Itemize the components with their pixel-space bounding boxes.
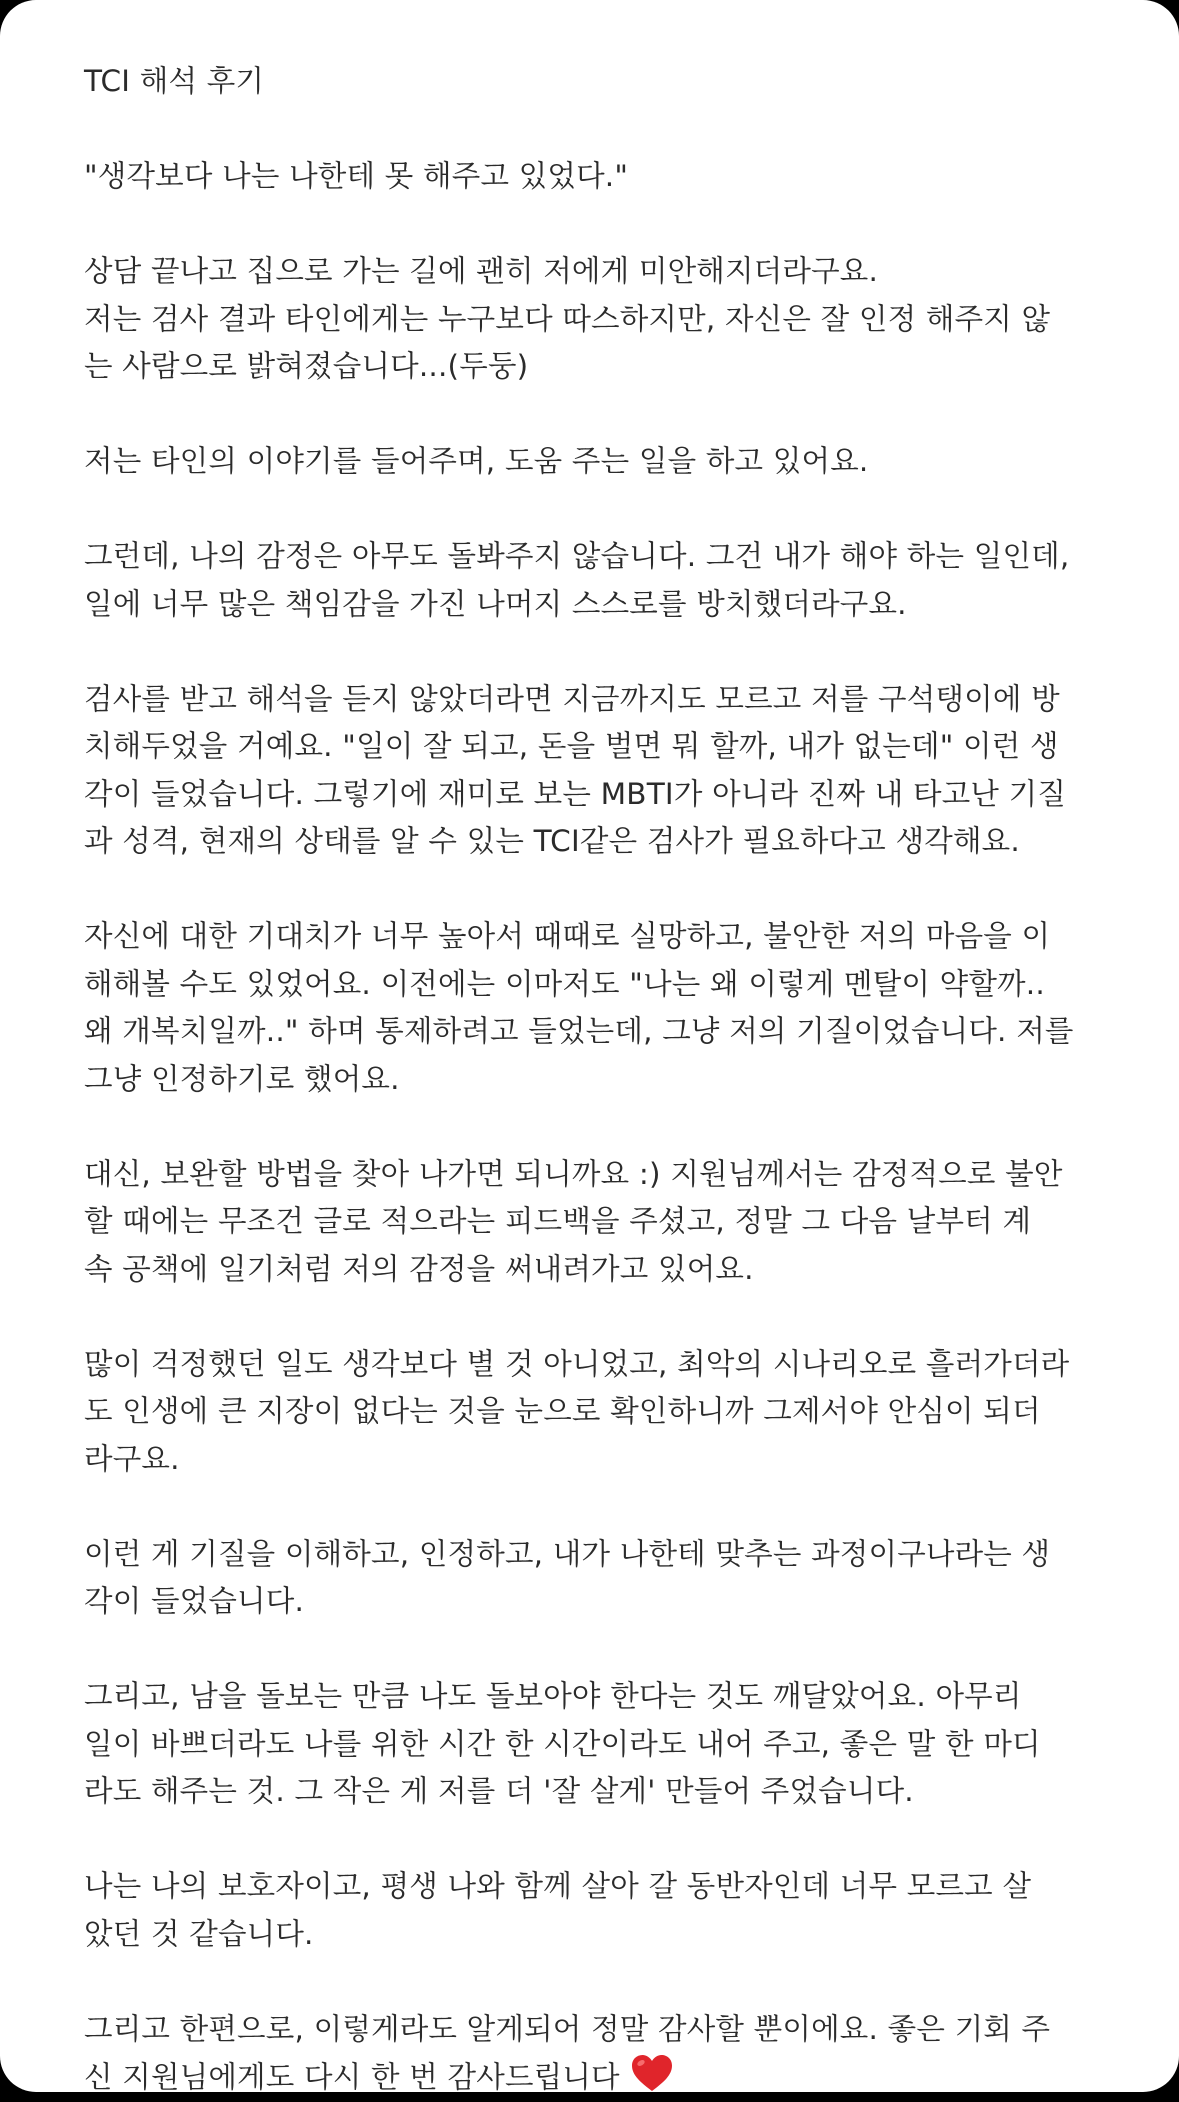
- paragraph: [84, 153, 1119, 201]
- text-line: 과 성격, 현재의 상태를 알 수 있는 TCI같은 검사가 필요하다고 생각해요.: [84, 824, 1020, 858]
- text-line: 일이 바쁘더라도 나를 위한 시간 한 시간이라도 내어 주고, 좋은 말 한 마디: [84, 1726, 1041, 1761]
- title-line: TCI 해석 후기: [84, 64, 265, 98]
- text-line: 자신에 대한 기대치가 너무 높아서 때때로 실망하고, 불안한 저의 마음을 이: [84, 919, 1051, 953]
- paragraph: [84, 913, 1119, 1103]
- text-line: "생각보다 나는 나한테 못 해주고 있었다.": [84, 159, 629, 193]
- text-line: 나는 나의 보호자이고, 평생 나와 함께 살아 갈 동반자인데 너무 모르고 살: [84, 1869, 1032, 1903]
- paragraph: [84, 1531, 1119, 1626]
- text-line: 치해두었을 거예요. "일이 잘 되고, 돈을 벌면 뭐 할까, 내가 없는데" 이런 생: [84, 729, 1059, 763]
- paragraph: [84, 2006, 1119, 2102]
- paragraph-list: [84, 153, 1119, 2102]
- text-line: 는 사람으로 밝혀졌습니다...(두둥): [84, 349, 529, 383]
- text-line: 그리고, 남을 돌보는 만큼 나도 돌보아야 한다는 것도 깨달았어요. 아무리: [84, 1679, 1022, 1713]
- text-line: 대신, 보완할 방법을 찾아 나가면 되니까요 :) 지원님께서는 감정적으로 불안: [84, 1156, 1063, 1191]
- text-line: 라도 해주는 것. 그 작은 게 저를 더 '잘 살게' 만들어 주었습니다.: [84, 1774, 914, 1808]
- text-line: 그리고 한편으로, 이렇게라도 알게되어 정말 감사할 뿐이에요. 좋은 기회 주: [84, 2011, 1051, 2046]
- paragraph: [84, 248, 1119, 391]
- text-line: 왜 개복치일까.." 하며 통제하려고 들었는데, 그냥 저의 기질이었습니다. 저를: [84, 1014, 1074, 1048]
- text-line: 일에 너무 많은 책임감을 가진 나머지 스스로를 방치했더라구요.: [84, 586, 907, 621]
- text-line: 많이 걱정했던 일도 생각보다 별 것 아니었고, 최악의 시나리오로 흘러가더라: [84, 1346, 1070, 1381]
- paragraph: [84, 676, 1119, 866]
- paragraph: [84, 1151, 1119, 1294]
- text-line: 그런데, 나의 감정은 아무도 돌봐주지 않습니다. 그건 내가 해야 하는 일인데,: [84, 539, 1070, 573]
- text-line: 도 인생에 큰 지장이 없다는 것을 눈으로 확인하니까 그제서야 안심이 되더: [84, 1394, 1041, 1428]
- text-line: 검사를 받고 해석을 듣지 않았더라면 지금까지도 모르고 저를 구석탱이에 방: [84, 681, 1060, 716]
- text-line: 이런 게 기질을 이해하고, 인정하고, 내가 나한테 맞추는 과정이구나라는 생: [84, 1536, 1051, 1571]
- paragraph: [84, 533, 1119, 628]
- paragraph: [84, 1341, 1119, 1484]
- text-line: 각이 들었습니다.: [84, 1584, 305, 1618]
- text-line: 할 때에는 무조건 글로 적으라는 피드백을 주셨고, 정말 그 다음 날부터 계: [84, 1204, 1032, 1238]
- paragraph: [84, 438, 1119, 486]
- post-title: [84, 58, 1119, 106]
- text-line: 상담 끝나고 집으로 가는 길에 괜히 저에게 미안해지더라구요.: [84, 254, 879, 288]
- paragraph: [84, 1673, 1119, 1816]
- text-line: 았던 것 같습니다.: [84, 1916, 314, 1951]
- text-line: 각이 들었습니다. 그렇기에 재미로 보는 MBTI가 아니라 진짜 내 타고난 기질: [84, 776, 1067, 811]
- text-line: 라구요.: [84, 1441, 180, 1476]
- text-line: 해해볼 수도 있었어요. 이전에는 이마저도 "나는 왜 이렇게 멘탈이 약할까..: [84, 966, 1045, 1001]
- text-line: 속 공책에 일기처럼 저의 감정을 써내려가고 있어요.: [84, 1251, 754, 1286]
- text-line: 그냥 인정하기로 했어요.: [84, 1061, 400, 1096]
- text-line: 저는 타인의 이야기를 들어주며, 도움 주는 일을 하고 있어요.: [84, 444, 869, 478]
- red-heart-icon: [630, 2053, 674, 2093]
- text-line: 신 지원님에게도 다시 한 번 감사드립니다: [84, 2053, 1119, 2102]
- text-line: 저는 검사 결과 타인에게는 누구보다 따스하지만, 자신은 잘 인정 해주지 않: [84, 301, 1051, 336]
- paragraph: [84, 1863, 1119, 1958]
- post-body: [84, 58, 1119, 2102]
